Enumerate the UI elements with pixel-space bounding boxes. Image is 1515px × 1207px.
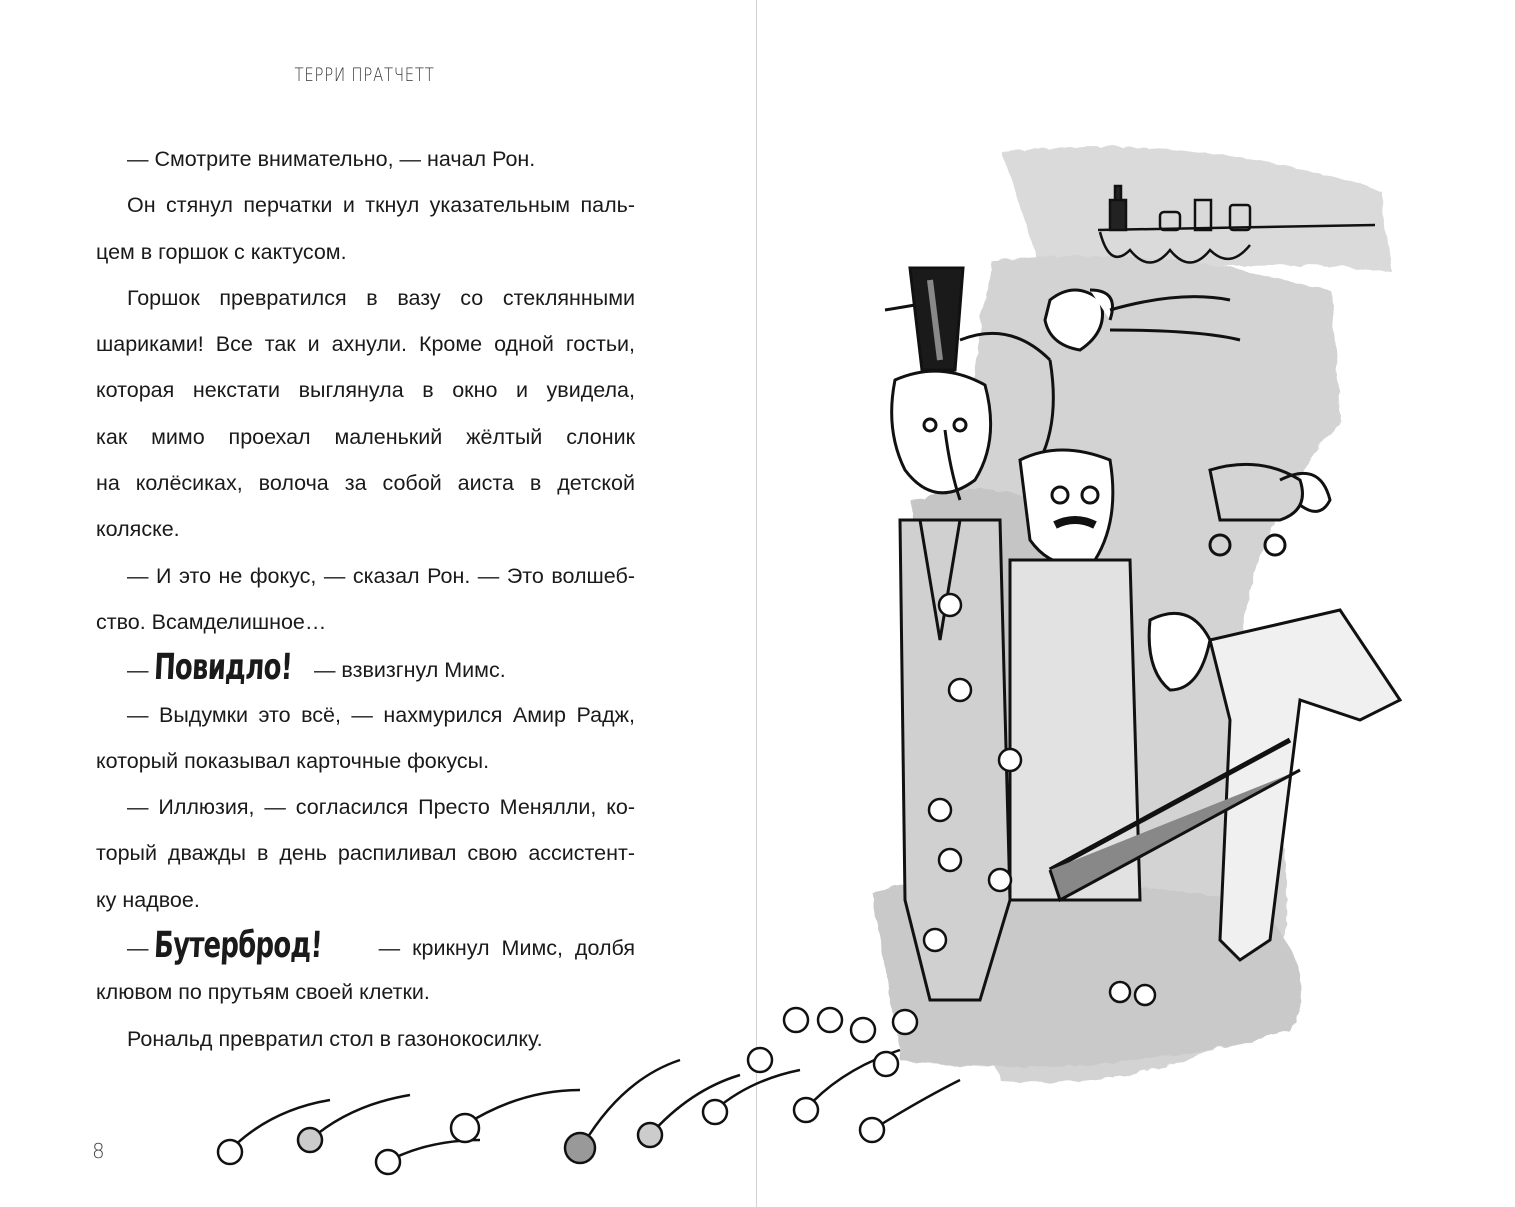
text-line: на колёсиках, волоча за собой аиста в детской [96, 471, 635, 496]
text-line: цем в горшок с кактусом. [96, 239, 347, 264]
text-line: которая некстати выглянула в окно и увидела, [96, 378, 635, 403]
shout-rest: — взвизгнул Мимс. [313, 658, 506, 683]
dash: — [127, 936, 149, 961]
text-line: шариками! Все так и ахнули. Кроме одной гостьи, [96, 332, 635, 357]
shout-rest: — крикнул Мимс, долбя [378, 936, 635, 961]
text-line: — Выдумки это всё, — нахмурился Амир Радж, [127, 702, 635, 727]
shout-word: Бутерброд! [153, 925, 324, 967]
text-line: как мимо проехал маленький жёлтый слоник [96, 424, 635, 449]
text-line: — И это не фокус, — сказал Рон. — Это волшеб- [127, 563, 635, 588]
text-line: ство. Всамделишное… [96, 609, 327, 634]
text-line: Он стянул перчатки и ткнул указательным паль- [127, 193, 635, 218]
text-line: ку надвое. [96, 887, 200, 912]
text-line: клювом по прутьям своей клетки. [96, 980, 430, 1005]
page-number: 8 [92, 1139, 105, 1163]
text-line: коляске. [96, 517, 180, 542]
text-line: Рональд превратил стол в газонокосилку. [127, 1026, 543, 1051]
shout-line-buterbrod [127, 923, 635, 969]
right-page [757, 0, 1515, 1207]
text-line: Горшок превратился в вазу со стеклянными [127, 285, 635, 310]
left-page [0, 0, 756, 1207]
text-line: который показывал карточные фокусы. [96, 748, 490, 773]
text-line: торый дважды в день распиливал свою ассистент- [96, 841, 635, 866]
shout-line-povidlo [127, 645, 635, 691]
shout-word: Повидло! [153, 647, 294, 689]
text-line: — Смотрите внимательно, — начал Рон. [127, 147, 536, 171]
dash: — [127, 658, 149, 683]
text-line: — Иллюзия, — согласился Престо Менялли, ко- [127, 795, 635, 820]
body-text [96, 136, 635, 1062]
running-head: ТЕРРИ ПРАТЧЕТТ [294, 64, 435, 86]
